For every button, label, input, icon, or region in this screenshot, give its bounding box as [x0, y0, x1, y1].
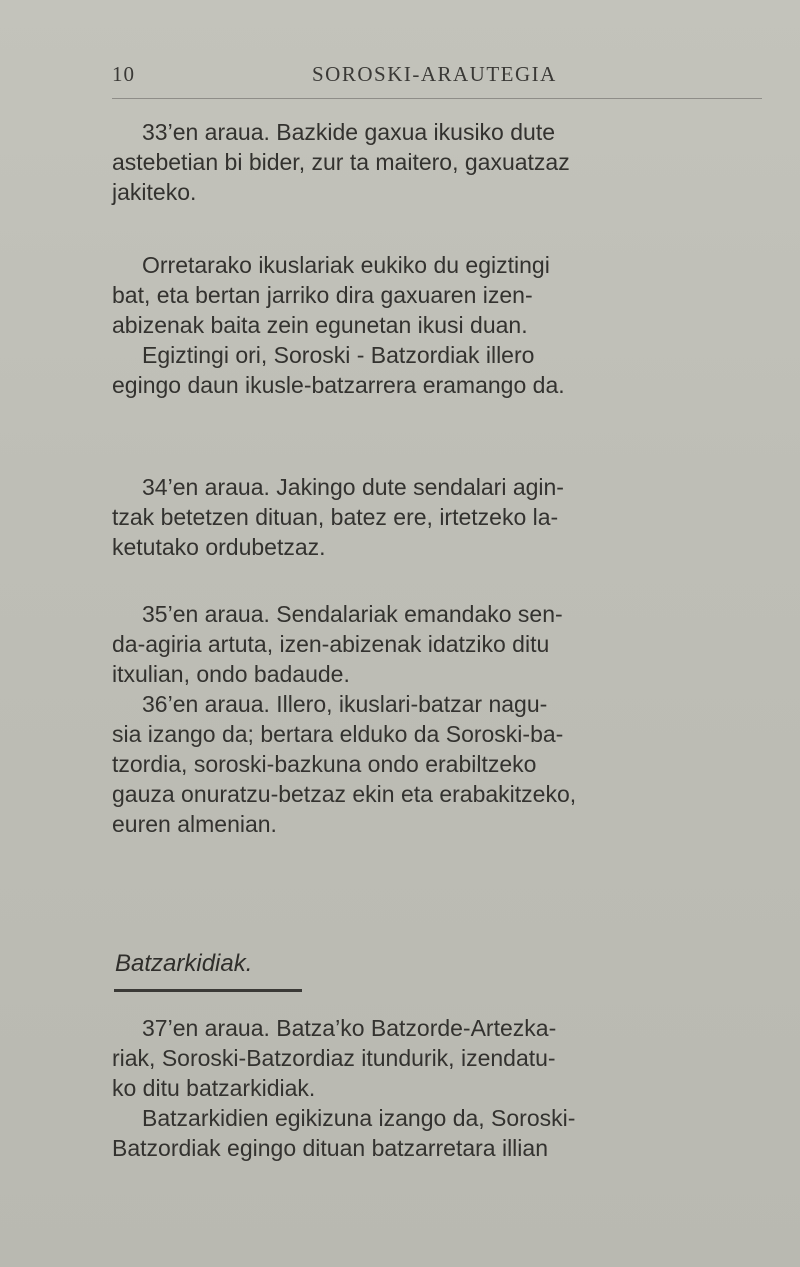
- running-head: [112, 62, 762, 92]
- page-number: 10: [112, 62, 135, 86]
- text-line: astebetian bi bider, zur ta maitero, gaxuatzaz: [112, 149, 570, 175]
- article-37: [112, 1013, 767, 1163]
- paragraph: [112, 117, 767, 207]
- text-line: Batzarkidien egikizuna izango da, Soroski-: [142, 1105, 576, 1131]
- paragraph: [112, 689, 767, 839]
- text-line: ketutako ordubetzaz.: [112, 534, 326, 560]
- header-rule: [112, 98, 762, 99]
- paragraph: [112, 250, 767, 340]
- paragraph: [112, 1013, 767, 1103]
- text-line: itxulian, ondo badaude.: [112, 661, 350, 687]
- text-line: sia izango da; bertara elduko da Soroski-ba-: [112, 721, 564, 747]
- text-line: Batzordiak egingo dituan batzarretara illian: [112, 1135, 548, 1161]
- text-line: tzordia, soroski-bazkuna ondo erabiltzeko: [112, 751, 537, 777]
- text-line: 35’en araua. Sendalariak emandako sen-: [142, 601, 563, 627]
- text-line: ko ditu batzarkidiak.: [112, 1075, 316, 1101]
- running-title: SOROSKI-ARAUTEGIA: [312, 62, 557, 86]
- paragraph: [112, 472, 767, 562]
- text-line: 36’en araua. Illero, ikuslari-batzar nagu-: [142, 691, 548, 717]
- text-line: Egiztingi ori, Soroski - Batzordiak illero: [142, 342, 535, 368]
- heading-underline: [114, 989, 302, 992]
- text-line: Orretarako ikuslariak eukiko du egiztingi: [142, 252, 550, 278]
- article-34: [112, 472, 767, 562]
- text-line: euren almenian.: [112, 811, 277, 837]
- text-line: gauza onuratzu-betzaz ekin eta erabakitzeko,: [112, 781, 577, 807]
- text-line: bat, eta bertan jarriko dira gaxuaren izen-: [112, 282, 533, 308]
- text-line: da-agiria artuta, izen-abizenak idatziko ditu: [112, 631, 550, 657]
- paragraph: [112, 599, 767, 689]
- text-line: 33’en araua. Bazkide gaxua ikusiko dute: [142, 119, 556, 145]
- article-33-continuation: [112, 250, 767, 400]
- article-33: [112, 117, 767, 207]
- article-35-36: [112, 599, 767, 839]
- text-line: 37’en araua. Batza’ko Batzorde-Artezka-: [142, 1015, 557, 1041]
- text-line: jakiteko.: [112, 179, 197, 205]
- text-line: egingo daun ikusle-batzarrera eramango da.: [112, 372, 565, 398]
- text-line: tzak betetzen dituan, batez ere, irtetzeko la-: [112, 504, 559, 530]
- text-line: riak, Soroski-Batzordiaz itundurik, izendatu-: [112, 1045, 556, 1071]
- text-line: abizenak baita zein egunetan ikusi duan.: [112, 312, 528, 338]
- paragraph: [112, 340, 767, 400]
- section-heading: Batzarkidiak.: [115, 950, 253, 977]
- text-line: 34’en araua. Jakingo dute sendalari agin-: [142, 474, 564, 500]
- paragraph: [112, 1103, 767, 1163]
